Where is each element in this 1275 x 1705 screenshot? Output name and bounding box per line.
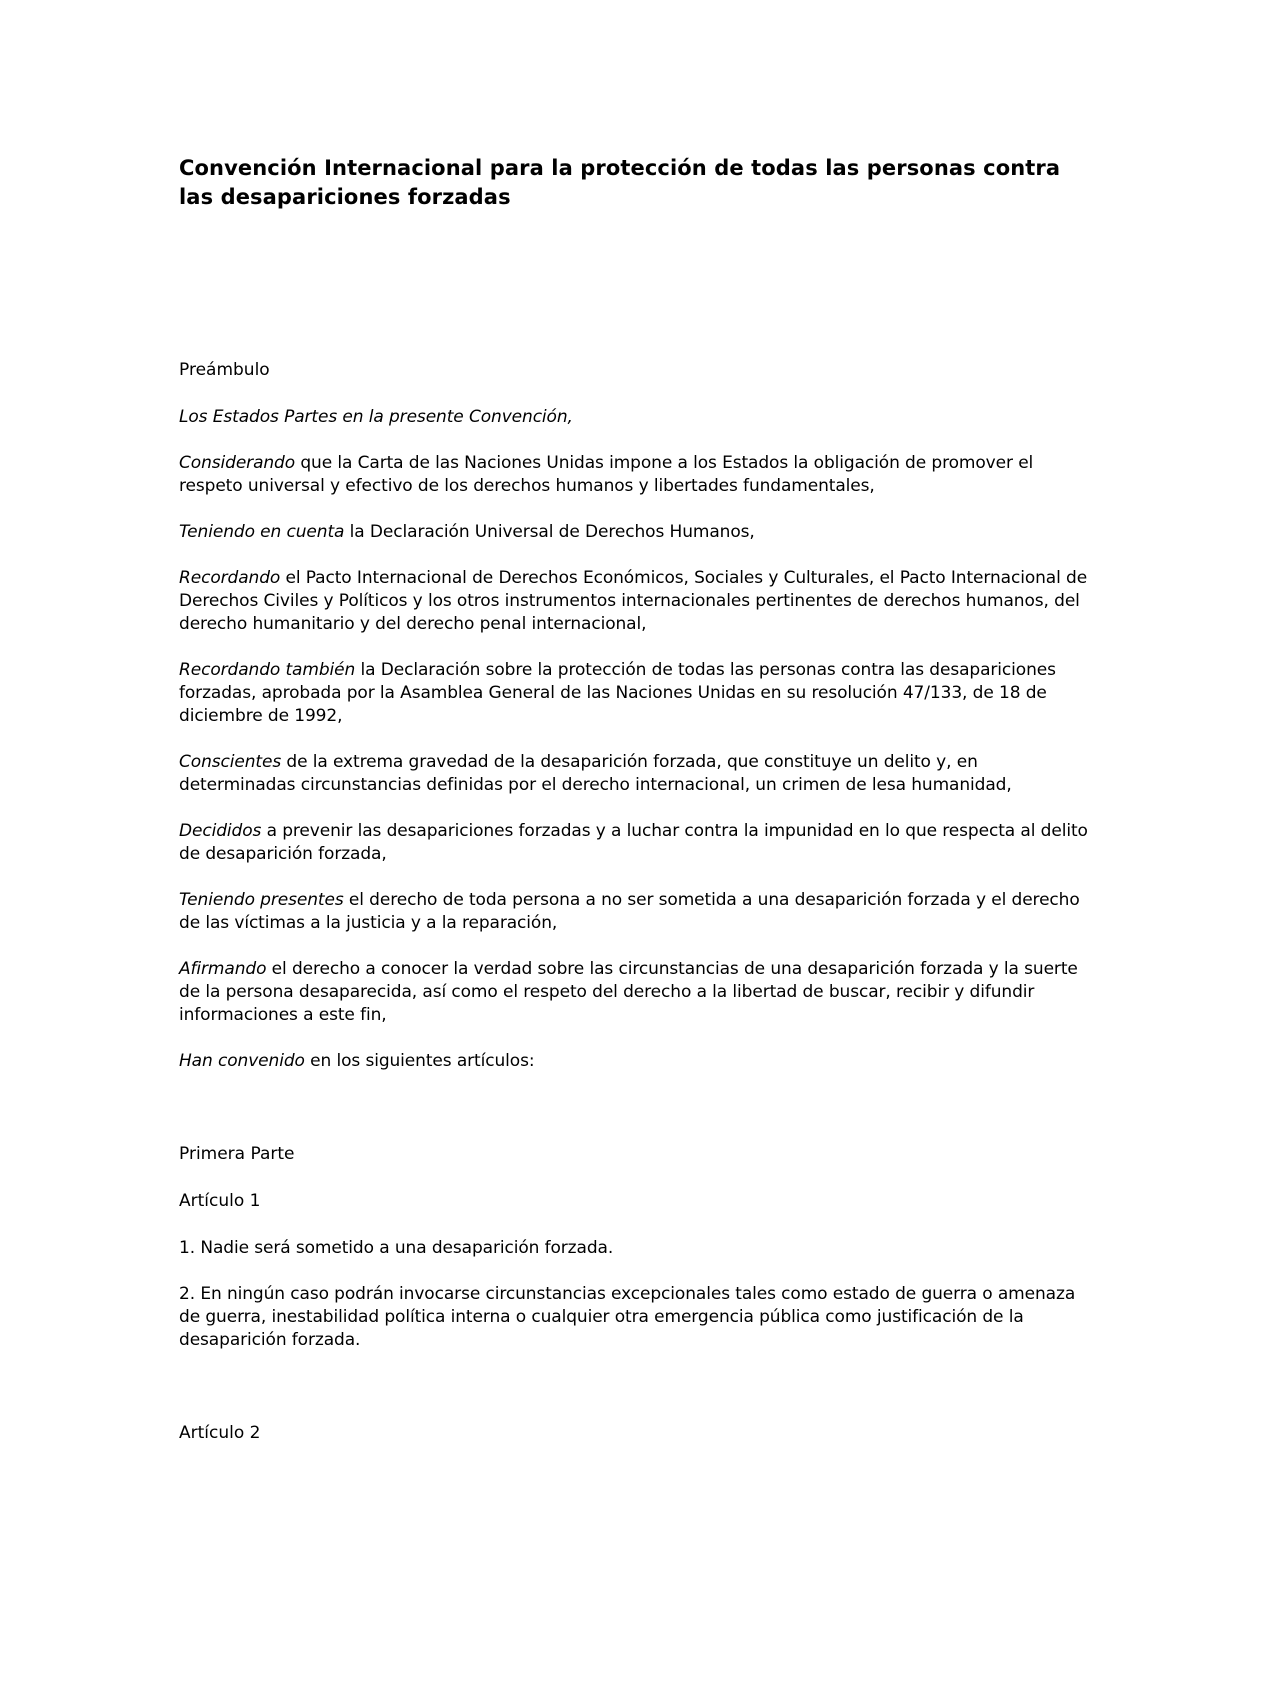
paragraph-decididos [179, 820, 1099, 866]
paragraph-text: la Declaración Universal de Derechos Humanos, [344, 522, 755, 542]
paragraph-lead: Teniendo presentes [179, 890, 344, 910]
article-1-item-2: 2. En ningún caso podrán invocarse circunstancias excepcionales tales como estado de guerra o amenaza de guerra, inestabilidad política interna o cualquier otra emergencia pública como justificación de la desaparición forzada. [179, 1284, 1076, 1350]
article-2-heading: Artículo 2 [179, 1423, 261, 1443]
paragraph-lead: Decididos [179, 821, 262, 841]
paragraph-text: a prevenir las desapariciones forzadas y a luchar contra la impunidad en lo que respecta al delito de desaparición forzada, [179, 821, 1088, 864]
paragraph-lead: Afirmando [179, 959, 267, 979]
paragraph-lead: Teniendo en cuenta [179, 522, 345, 542]
document-content [179, 154, 1099, 1445]
paragraph-lead: Considerando [179, 453, 296, 473]
paragraph-han-convenido [179, 1050, 1099, 1073]
preamble-heading: Preámbulo [179, 360, 270, 380]
intro-text: Los Estados Partes en la presente Convención, [179, 407, 573, 427]
paragraph-teniendo-en-cuenta [179, 521, 1099, 544]
paragraph-text: el derecho de toda persona a no ser sometida a una desaparición forzada y el derecho de las víctimas a la justicia y a la reparación, [179, 890, 1080, 933]
paragraph-lead: Han convenido [179, 1051, 305, 1071]
paragraph-teniendo-presentes [179, 889, 1099, 935]
paragraph-considerando [179, 452, 1099, 498]
document-title: Convención Internacional para la protección de todas las personas contra las desapariciones forzadas [179, 156, 1061, 209]
paragraph-text: que la Carta de las Naciones Unidas impone a los Estados la obligación de promover el respeto universal y efectivo de los derechos humanos y libertades fundamentales, [179, 453, 1034, 496]
intro-paragraph [179, 406, 1099, 429]
article-1-item-1: 1. Nadie será sometido a una desaparición forzada. [179, 1238, 614, 1258]
part-heading: Primera Parte [179, 1144, 295, 1164]
paragraph-lead: Recordando también [179, 660, 356, 680]
paragraph-lead: Recordando [179, 568, 281, 588]
paragraph-afirmando [179, 958, 1099, 1027]
paragraph-text: el derecho a conocer la verdad sobre las circunstancias de una desaparición forzada y la suerte de la persona desaparecida, así como el respeto del derecho a la libertad de buscar, recibir y difundir informaciones a este fin, [179, 959, 1078, 1025]
paragraph-text: de la extrema gravedad de la desaparición forzada, que constituye un delito y, en determinadas circunstancias definidas por el derecho internacional, un crimen de lesa humanidad, [179, 752, 1012, 795]
paragraph-text: la Declaración sobre la protección de todas las personas contra las desapariciones forzadas, aprobada por la Asamblea General de las Naciones Unidas en su resolución 47/133, de 18 de diciembre de 1992, [179, 660, 1056, 726]
paragraph-conscientes [179, 751, 1099, 797]
article-1-heading: Artículo 1 [179, 1191, 261, 1211]
paragraph-recordando [179, 567, 1099, 636]
paragraph-text: en los siguientes artículos: [304, 1051, 535, 1071]
paragraph-text: el Pacto Internacional de Derechos Económicos, Sociales y Culturales, el Pacto Internacional de Derechos Civiles y Políticos y los otros instrumentos internacionales pertinentes de derechos humanos, del derecho humanitario y del derecho penal internacional, [179, 568, 1088, 634]
paragraph-recordando-tambien [179, 659, 1099, 728]
paragraph-lead: Conscientes [179, 752, 282, 772]
